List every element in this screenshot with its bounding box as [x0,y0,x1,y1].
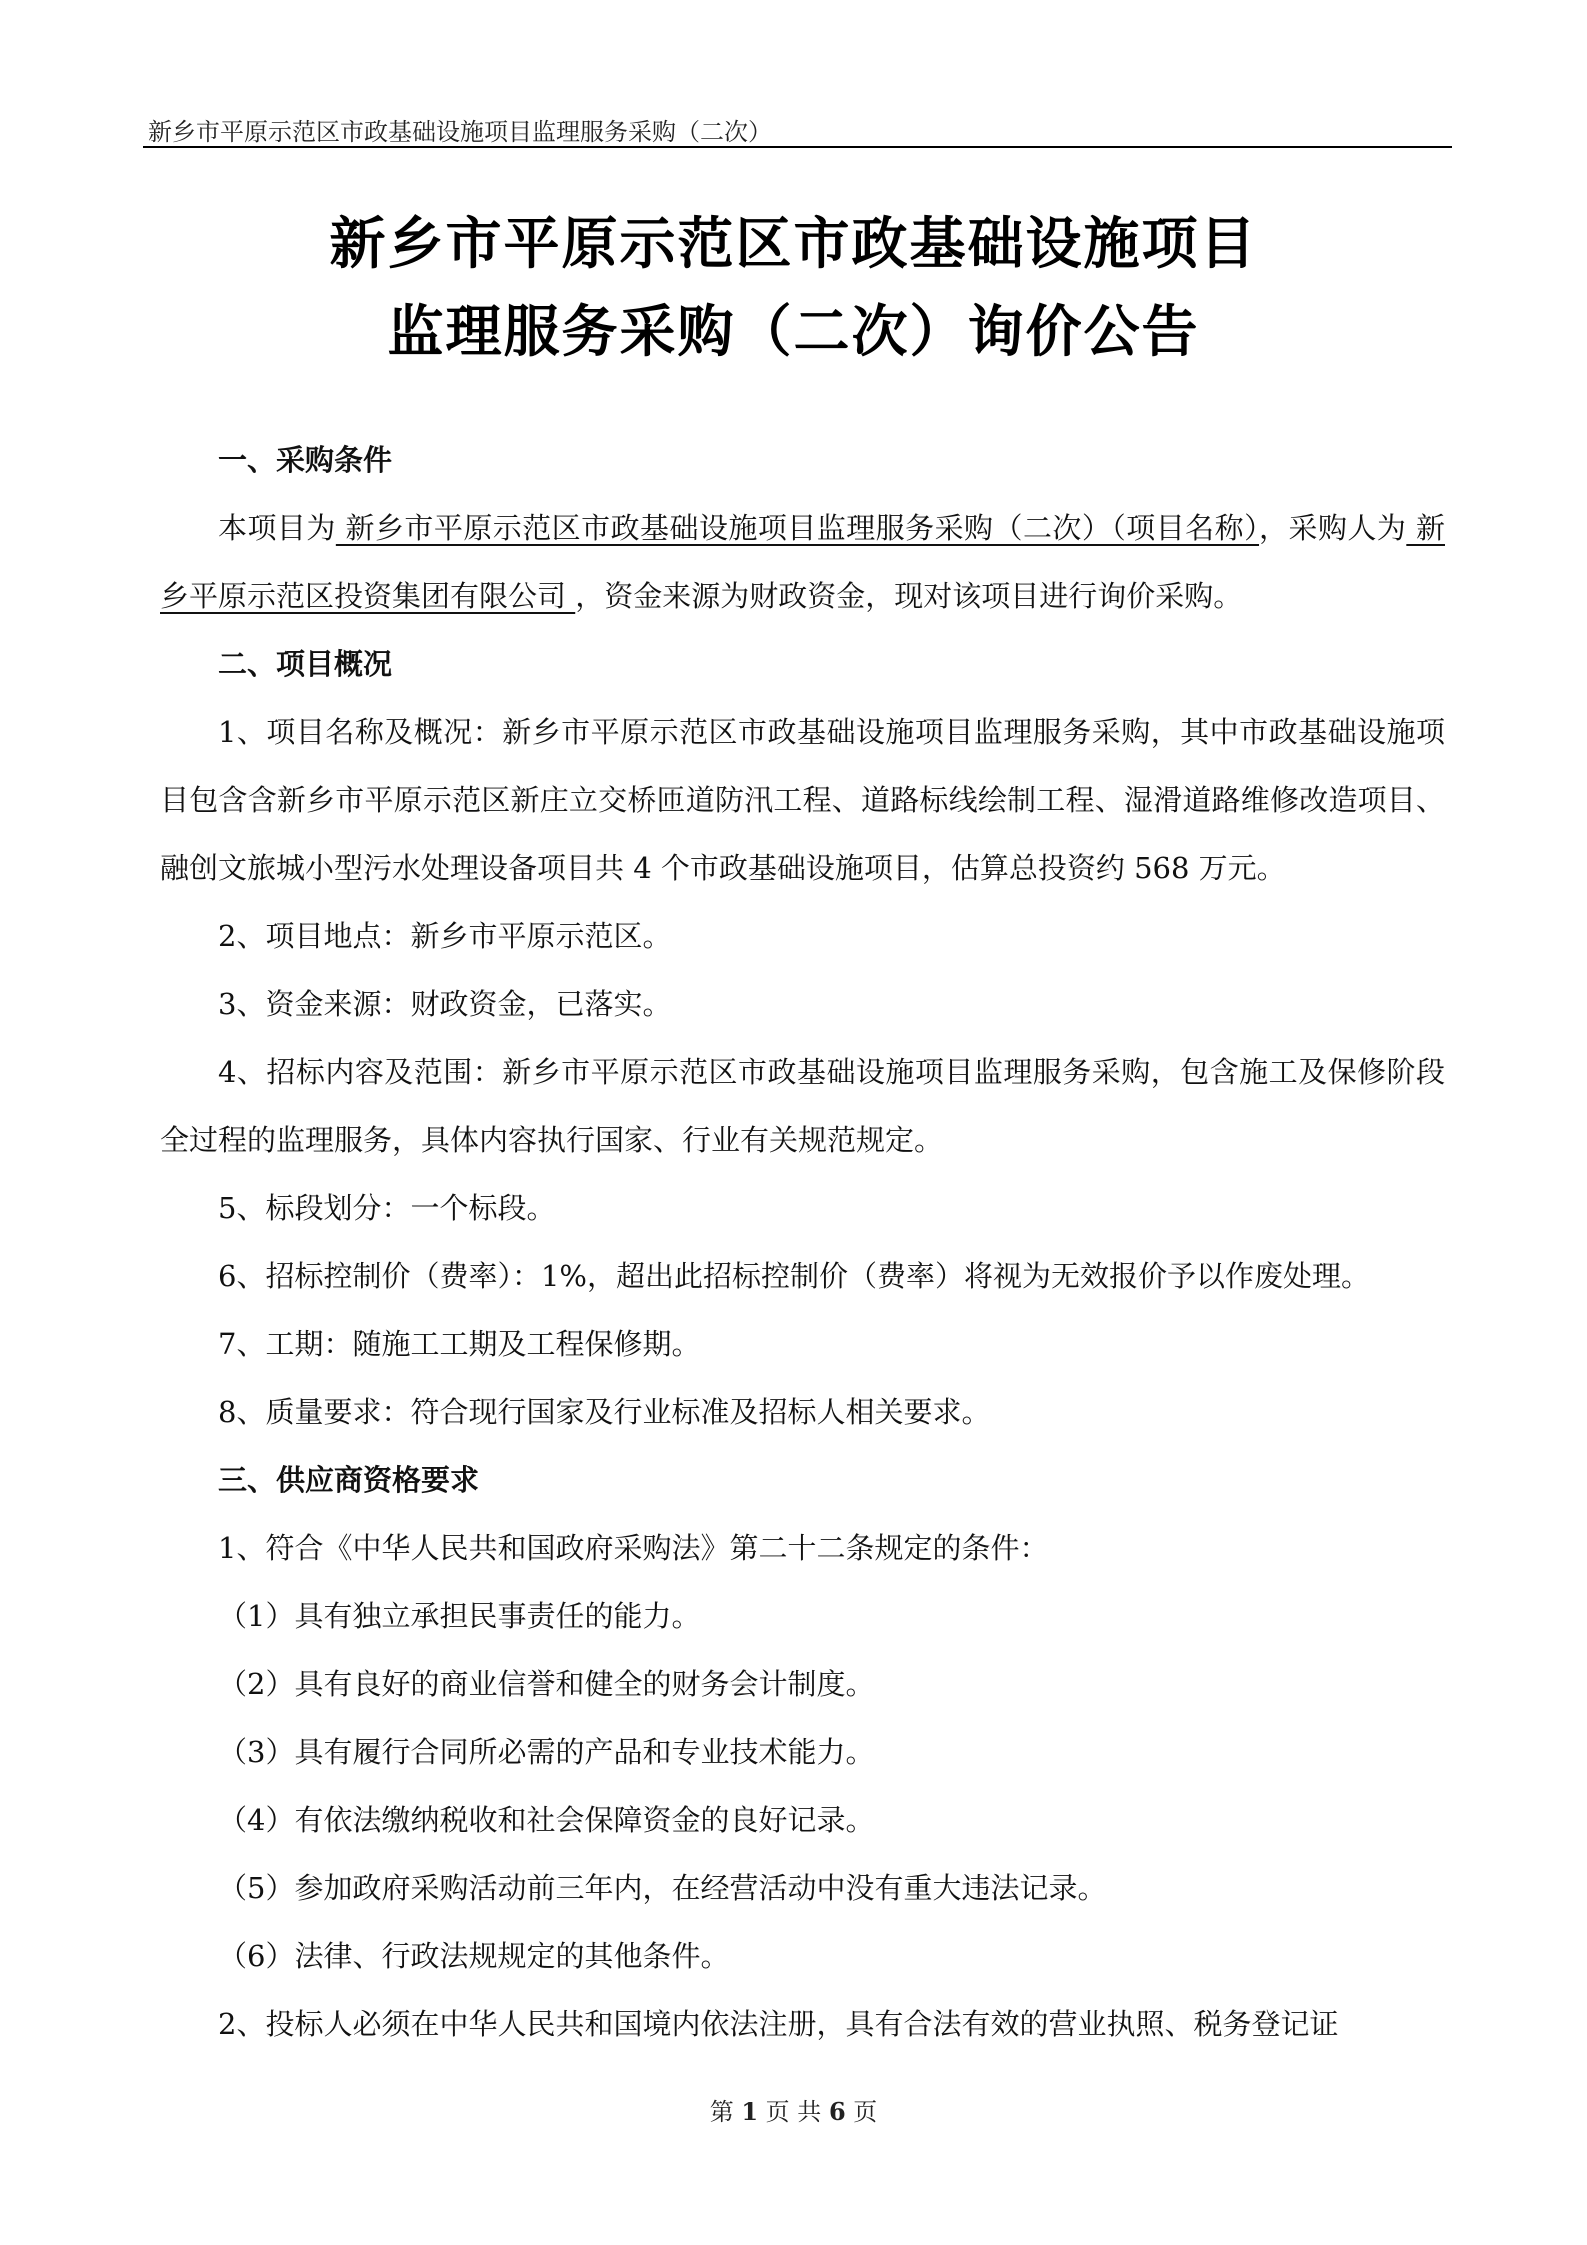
qualification-item: （6）法律、行政法规规定的其他条件。 [218,1939,730,1973]
section-heading-2: 二、项目概况 [218,647,393,681]
section-heading-1: 一、采购条件 [218,443,393,477]
overview-item: 1、项目名称及概况：新乡市平原示范区市政基础设施项目监理服务采购，其中市政基础设施项目包含含新乡市平原示范区新庄立交桥匝道防汛工程、道路标线绘制工程、湿滑道路维修改造项目、融创文旅城小型污水处理设备项目共 4 个市政基础设施项目，估算总投资约 568 万元。 [160,715,1445,885]
project-name-underlined: 新乡市平原示范区市政基础设施项目监理服务采购（二次）（项目名称） [335,511,1260,545]
text-segment: ，资金来源为财政资金，现对该项目进行询价采购。 [575,579,1243,613]
page-footer [0,2092,1587,2127]
document-title-line-1: 新乡市平原示范区市政基础设施项目 [329,212,1258,277]
qualification-item: （4）有依法缴纳税收和社会保障资金的良好记录。 [218,1803,875,1837]
header-rule [143,146,1452,148]
footer-suffix: 页 [853,2098,878,2126]
footer-prefix: 第 [709,2098,734,2126]
overview-item: 2、项目地点：新乡市平原示范区。 [218,919,672,953]
qualification-item: （5）参加政府采购活动前三年内，在经营活动中没有重大违法记录。 [218,1871,1107,1905]
overview-item: 5、标段划分：一个标段。 [218,1191,556,1225]
overview-item: 8、质量要求：符合现行国家及行业标准及招标人相关要求。 [218,1395,991,1429]
qualification-item: 2、投标人必须在中华人民共和国境内依法注册，具有合法有效的营业执照、税务登记证 [218,2007,1339,2041]
paragraph-procurement-conditions [160,494,1445,630]
current-page-number: 1 [741,2097,759,2126]
text-segment: ，采购人为 [1259,511,1407,545]
overview-item: 6、招标控制价（费率）：1%，超出此招标控制价（费率）将视为无效报价予以作废处理。 [218,1259,1370,1293]
buyer-name-underlined: 新乡平原示范区投资集团有限公司 [160,511,1445,613]
document-title-line-2: 监理服务采购（二次）询价公告 [387,300,1200,365]
qualification-item: 1、符合《中华人民共和国政府采购法》第二十二条规定的条件： [218,1531,1049,1565]
document-body [160,426,1445,2058]
qualification-item: （3）具有履行合同所必需的产品和专业技术能力。 [218,1735,875,1769]
qualification-item: （2）具有良好的商业信誉和健全的财务会计制度。 [218,1667,875,1701]
running-header: 新乡市平原示范区市政基础设施项目监理服务采购（二次） [148,118,772,146]
qualification-item: （1）具有独立承担民事责任的能力。 [218,1599,701,1633]
footer-middle: 页 共 [765,2098,822,2126]
total-page-count: 6 [828,2097,846,2126]
overview-item: 3、资金来源：财政资金，已落实。 [218,987,672,1021]
text-segment: 本项目为 [218,511,336,545]
overview-item: 4、招标内容及范围：新乡市平原示范区市政基础设施项目监理服务采购，包含施工及保修阶段全过程的监理服务，具体内容执行国家、行业有关规范规定。 [160,1055,1445,1157]
section-heading-3: 三、供应商资格要求 [218,1463,480,1497]
overview-item: 7、工期：随施工工期及工程保修期。 [218,1327,701,1361]
